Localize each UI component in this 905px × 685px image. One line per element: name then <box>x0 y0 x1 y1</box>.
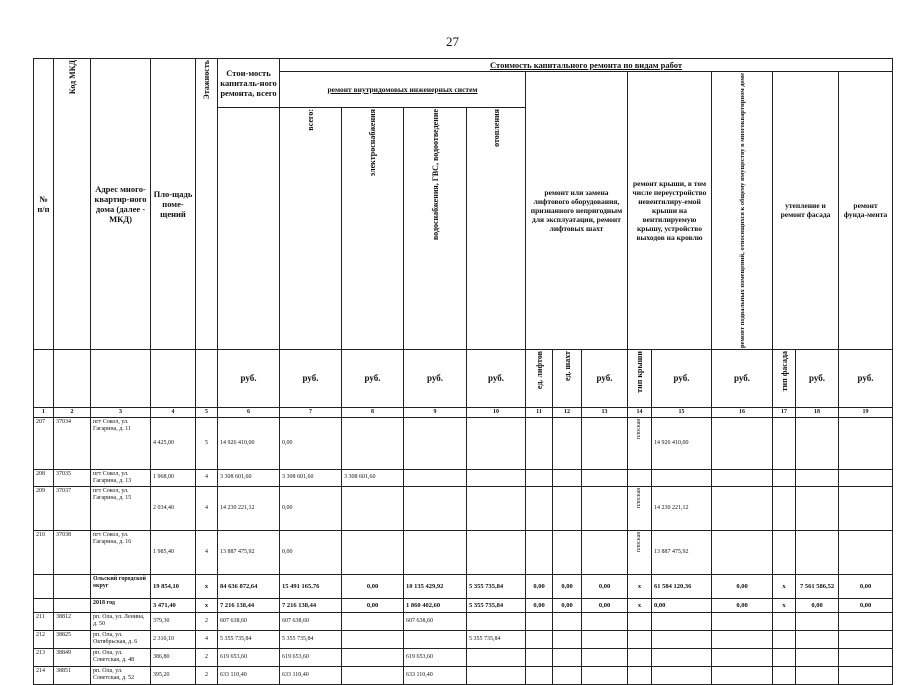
cell-floors: 2 <box>196 648 218 666</box>
cell-floors: 5 <box>196 417 218 469</box>
cell-code: 37037 <box>54 486 91 530</box>
cell-total: 607 638,60 <box>218 612 280 630</box>
total-area: 3 471,40 <box>151 598 196 612</box>
cell-code: 38812 <box>54 612 91 630</box>
cell-facade-type <box>773 630 796 648</box>
column-number: 16 <box>712 407 773 417</box>
cell-elec: 3 308 601,60 <box>342 469 404 486</box>
total-empty-2 <box>54 574 91 598</box>
cell-facade-type <box>773 612 796 630</box>
cell-facade <box>796 530 839 574</box>
unit-rub-18: руб. <box>796 349 839 407</box>
cell-eng_total: 0,00 <box>280 530 342 574</box>
cell-foundation <box>839 630 893 648</box>
cell-foundation <box>839 417 893 469</box>
cell-shafts <box>553 666 582 684</box>
cell-shafts <box>553 612 582 630</box>
cell-floors: 4 <box>196 486 218 530</box>
cell-basement <box>712 486 773 530</box>
total-total: 84 636 872,64 <box>218 574 280 598</box>
cell-addr: пгт Сокол, ул. Гагарина, д. 16 <box>91 530 151 574</box>
cell-n: 210 <box>34 530 54 574</box>
total-roof_type: x <box>628 598 652 612</box>
cell-elec <box>342 630 404 648</box>
cell-lifts <box>526 530 553 574</box>
total-elec: 0,00 <box>342 598 404 612</box>
cell-roof <box>652 469 712 486</box>
cell-roof <box>652 612 712 630</box>
cell-area: 379,30 <box>151 612 196 630</box>
cell-eng_total: 607 638,60 <box>280 612 342 630</box>
cell-roof-type <box>628 666 652 684</box>
unit-rub-16: руб. <box>712 349 773 407</box>
unit-empty-1 <box>34 349 54 407</box>
cell-shafts <box>553 648 582 666</box>
total-lifts: 0,00 <box>526 598 553 612</box>
table-body <box>34 59 893 685</box>
cell-code: 37038 <box>54 530 91 574</box>
cell-addr: рп. Ола, ул. Советская, д. 48 <box>91 648 151 666</box>
cell-roof-type: плоская <box>628 417 652 469</box>
total-row <box>34 598 893 612</box>
cell-area: 2 310,10 <box>151 630 196 648</box>
cell-roof: 13 887 475,92 <box>652 530 712 574</box>
cell-lift-cost <box>582 666 628 684</box>
total-empty-1 <box>34 598 54 612</box>
cell-shafts <box>553 486 582 530</box>
cell-heat <box>467 612 526 630</box>
facade-header: утепление и ремонт фасада <box>773 72 839 350</box>
basement-header: ремонт подвальных помещений, относящихся к общему имуществу в многоквартирном доме <box>712 72 773 350</box>
cell-code: 38825 <box>54 630 91 648</box>
cell-heat <box>467 648 526 666</box>
cell-facade <box>796 469 839 486</box>
cell-lifts <box>526 417 553 469</box>
cell-elec <box>342 612 404 630</box>
col-5-header: Этажность <box>196 59 218 350</box>
engineering-header: ремонт внутридомовых инженерных систем <box>280 72 526 108</box>
unit-rub-15: руб. <box>652 349 712 407</box>
cell-shafts <box>553 469 582 486</box>
cell-total: 13 887 475,92 <box>218 530 280 574</box>
unit-roof-type: тип крыши <box>628 349 652 407</box>
column-number: 8 <box>342 407 404 417</box>
col-9-header: водоснабжения, ГВС, водоотведение <box>404 108 467 350</box>
table-row <box>34 530 893 574</box>
cell-eng_total: 5 355 735,84 <box>280 630 342 648</box>
cell-water: 607 638,60 <box>404 612 467 630</box>
cell-addr: рп. Ола, ул. Советская, д. 52 <box>91 666 151 684</box>
unit-facade-type: тип фасада <box>773 349 796 407</box>
cell-elec <box>342 417 404 469</box>
cell-elec <box>342 666 404 684</box>
table-row <box>34 612 893 630</box>
unit-rub-8: руб. <box>342 349 404 407</box>
column-number: 13 <box>582 407 628 417</box>
column-number: 15 <box>652 407 712 417</box>
cell-heat <box>467 469 526 486</box>
cell-foundation <box>839 648 893 666</box>
cell-lifts <box>526 648 553 666</box>
cell-roof-type <box>628 612 652 630</box>
cell-facade-type <box>773 417 796 469</box>
table-row <box>34 486 893 530</box>
column-number: 17 <box>773 407 796 417</box>
col-8-header: электроснабжения <box>342 108 404 350</box>
unit-rub-6: руб. <box>218 349 280 407</box>
unit-shafts: ед. шахт <box>553 349 582 407</box>
cell-lift-cost <box>582 648 628 666</box>
total-total: 7 216 138,44 <box>218 598 280 612</box>
cell-n: 208 <box>34 469 54 486</box>
cell-basement <box>712 630 773 648</box>
cell-eng_total: 633 110,40 <box>280 666 342 684</box>
cell-floors: 4 <box>196 530 218 574</box>
column-number: 18 <box>796 407 839 417</box>
cell-heat <box>467 530 526 574</box>
cell-code: 38849 <box>54 648 91 666</box>
cell-shafts <box>553 530 582 574</box>
cell-heat <box>467 417 526 469</box>
cell-facade-type <box>773 469 796 486</box>
unit-rub-9: руб. <box>404 349 467 407</box>
lift-header: ремонт или замена лифтового оборудования, признанного непригодным для эксплуатации, ремонт лифтовых шахт <box>526 72 628 350</box>
cell-eng_total: 0,00 <box>280 417 342 469</box>
cell-addr: пгт Сокол, ул. Гагарина, д. 13 <box>91 469 151 486</box>
total-foundation: 0,00 <box>839 598 893 612</box>
cell-roof-type <box>628 630 652 648</box>
column-number: 5 <box>196 407 218 417</box>
cell-n: 214 <box>34 666 54 684</box>
cell-roof <box>652 630 712 648</box>
total-lifts: 0,00 <box>526 574 553 598</box>
cell-code: 37035 <box>54 469 91 486</box>
cell-basement <box>712 469 773 486</box>
column-number: 19 <box>839 407 893 417</box>
cell-code: 37034 <box>54 417 91 469</box>
total-roof: 61 584 120,36 <box>652 574 712 598</box>
total-facade: 0,00 <box>796 598 839 612</box>
cell-facade-type <box>773 666 796 684</box>
cell-lifts <box>526 612 553 630</box>
unit-empty-4 <box>151 349 196 407</box>
cell-elec <box>342 530 404 574</box>
cell-facade <box>796 612 839 630</box>
cell-water <box>404 630 467 648</box>
total-water: 10 135 429,92 <box>404 574 467 598</box>
cell-addr: рп. Ола, ул. Октябрьская, д. 6 <box>91 630 151 648</box>
cell-lifts <box>526 486 553 530</box>
cell-eng_total: 3 308 601,60 <box>280 469 342 486</box>
unit-empty-2 <box>54 349 91 407</box>
column-number: 10 <box>467 407 526 417</box>
total-heat: 5 355 735,84 <box>467 598 526 612</box>
cell-lift-cost <box>582 530 628 574</box>
cell-foundation <box>839 530 893 574</box>
cell-area: 2 034,40 <box>151 486 196 530</box>
total-water: 1 860 402,60 <box>404 598 467 612</box>
total-eng_total: 7 216 138,44 <box>280 598 342 612</box>
foundation-header: ремонт фунда-мента <box>839 72 893 350</box>
cell-foundation <box>839 612 893 630</box>
total-lift_cost: 0,00 <box>582 598 628 612</box>
total-shafts: 0,00 <box>553 598 582 612</box>
column-number: 2 <box>54 407 91 417</box>
cell-n: 209 <box>34 486 54 530</box>
col-6-spacer <box>218 108 280 350</box>
cell-lift-cost <box>582 630 628 648</box>
total-basement: 0,00 <box>712 598 773 612</box>
total-facade: 7 561 586,52 <box>796 574 839 598</box>
cell-water <box>404 486 467 530</box>
col-2-header: Код МКД <box>54 59 91 350</box>
cell-floors: 2 <box>196 666 218 684</box>
cell-water: 619 653,60 <box>404 648 467 666</box>
cell-facade <box>796 417 839 469</box>
table-row <box>34 469 893 486</box>
cell-area: 386,80 <box>151 648 196 666</box>
cell-basement <box>712 612 773 630</box>
table-row <box>34 417 893 469</box>
cell-foundation <box>839 666 893 684</box>
cell-total: 14 230 221,12 <box>218 486 280 530</box>
cell-basement <box>712 417 773 469</box>
cell-elec <box>342 486 404 530</box>
cell-n: 212 <box>34 630 54 648</box>
total-foundation: 0,00 <box>839 574 893 598</box>
cell-foundation <box>839 469 893 486</box>
cell-n: 207 <box>34 417 54 469</box>
table-row <box>34 630 893 648</box>
roof-header: ремонт крыши, в том числе переустройство невентилиру-емой крыши на вентилируемую крышу, устройство выходов на кровлю <box>628 72 712 350</box>
table-row <box>34 648 893 666</box>
column-number: 11 <box>526 407 553 417</box>
cell-eng_total: 619 653,60 <box>280 648 342 666</box>
cell-total: 633 110,40 <box>218 666 280 684</box>
total-heat: 5 355 735,84 <box>467 574 526 598</box>
unit-rub-19: руб. <box>839 349 893 407</box>
total-elec: 0,00 <box>342 574 404 598</box>
cell-n: 213 <box>34 648 54 666</box>
total-shafts: 0,00 <box>553 574 582 598</box>
cell-shafts <box>553 417 582 469</box>
cell-facade <box>796 666 839 684</box>
cell-foundation <box>839 486 893 530</box>
cell-roof-type: плоская <box>628 486 652 530</box>
total-empty-2 <box>54 598 91 612</box>
cell-floors: 4 <box>196 469 218 486</box>
total-basement: 0,00 <box>712 574 773 598</box>
col-4-header: Пло-щадь поме-щений <box>151 59 196 350</box>
cell-facade <box>796 648 839 666</box>
cell-lifts <box>526 630 553 648</box>
col-6-header: Стои-мость капиталь-ного ремонта, всего <box>218 59 280 108</box>
cell-floors: 4 <box>196 630 218 648</box>
column-number: 4 <box>151 407 196 417</box>
cell-heat: 5 355 735,84 <box>467 630 526 648</box>
cell-facade <box>796 486 839 530</box>
cell-water <box>404 530 467 574</box>
cell-total: 3 308 601,60 <box>218 469 280 486</box>
cell-roof-type <box>628 469 652 486</box>
column-number: 7 <box>280 407 342 417</box>
column-number: 12 <box>553 407 582 417</box>
cell-basement <box>712 530 773 574</box>
cell-water <box>404 469 467 486</box>
cell-area: 4 425,00 <box>151 417 196 469</box>
col-10-header: отопления <box>467 108 526 350</box>
total-facade_type: x <box>773 598 796 612</box>
column-number: 3 <box>91 407 151 417</box>
unit-rub-7: руб. <box>280 349 342 407</box>
cell-total: 619 653,60 <box>218 648 280 666</box>
cell-roof <box>652 648 712 666</box>
cell-area: 395,20 <box>151 666 196 684</box>
column-number-row <box>34 407 893 417</box>
total-area: 19 854,10 <box>151 574 196 598</box>
cell-roof: 14 230 221,12 <box>652 486 712 530</box>
cell-facade-type <box>773 648 796 666</box>
column-number: 6 <box>218 407 280 417</box>
capital-repair-table <box>33 58 893 685</box>
unit-rub-10: руб. <box>467 349 526 407</box>
table-title: Стоимость капитального ремонта по видам работ <box>280 59 893 72</box>
cell-roof-type: плоская <box>628 530 652 574</box>
page-number: 27 <box>446 34 459 49</box>
total-floors: x <box>196 574 218 598</box>
total-eng_total: 15 491 165,76 <box>280 574 342 598</box>
unit-rub-13: руб. <box>582 349 628 407</box>
cell-addr: рп. Ола, ул. Ленина, д. 50 <box>91 612 151 630</box>
cell-heat <box>467 486 526 530</box>
cell-lift-cost <box>582 486 628 530</box>
cell-roof: 14 926 410,00 <box>652 417 712 469</box>
cell-facade-type <box>773 486 796 530</box>
col-1-header: № п/п <box>34 59 54 350</box>
col-3-header: Адрес много-квартир-ного дома (далее - МКД) <box>91 59 151 350</box>
total-lift_cost: 0,00 <box>582 574 628 598</box>
cell-floors: 2 <box>196 612 218 630</box>
total-facade_type: x <box>773 574 796 598</box>
cell-lift-cost <box>582 469 628 486</box>
total-row <box>34 574 893 598</box>
cell-basement <box>712 648 773 666</box>
total-floors: x <box>196 598 218 612</box>
unit-empty-5 <box>196 349 218 407</box>
cell-lifts <box>526 469 553 486</box>
cell-total: 5 355 735,84 <box>218 630 280 648</box>
cell-total: 14 926 410,00 <box>218 417 280 469</box>
cell-eng_total: 0,00 <box>280 486 342 530</box>
cell-lift-cost <box>582 612 628 630</box>
cell-lift-cost <box>582 417 628 469</box>
total-label: Ольский городской округ <box>91 574 151 598</box>
unit-empty-3 <box>91 349 151 407</box>
cell-n: 211 <box>34 612 54 630</box>
cell-facade <box>796 630 839 648</box>
cell-water: 633 110,40 <box>404 666 467 684</box>
cell-heat <box>467 666 526 684</box>
cell-roof-type <box>628 648 652 666</box>
cell-area: 1 968,00 <box>151 469 196 486</box>
total-empty-1 <box>34 574 54 598</box>
cell-facade-type <box>773 530 796 574</box>
total-roof: 0,00 <box>652 598 712 612</box>
cell-addr: пгт Сокол, ул. Гагарина, д. 15 <box>91 486 151 530</box>
cell-basement <box>712 666 773 684</box>
cell-addr: пгт Сокол, ул. Гагарина, д. 11 <box>91 417 151 469</box>
cell-roof <box>652 666 712 684</box>
total-roof_type: x <box>628 574 652 598</box>
cell-area: 1 985,40 <box>151 530 196 574</box>
col-7-header: всего: <box>280 108 342 350</box>
cell-shafts <box>553 630 582 648</box>
cell-elec <box>342 648 404 666</box>
cell-code: 38851 <box>54 666 91 684</box>
unit-lifts: ед. лифтов <box>526 349 553 407</box>
column-number: 9 <box>404 407 467 417</box>
column-number: 14 <box>628 407 652 417</box>
cell-lifts <box>526 666 553 684</box>
table-row <box>34 666 893 684</box>
cell-water <box>404 417 467 469</box>
column-number: 1 <box>34 407 54 417</box>
total-label: 2018 год <box>91 598 151 612</box>
